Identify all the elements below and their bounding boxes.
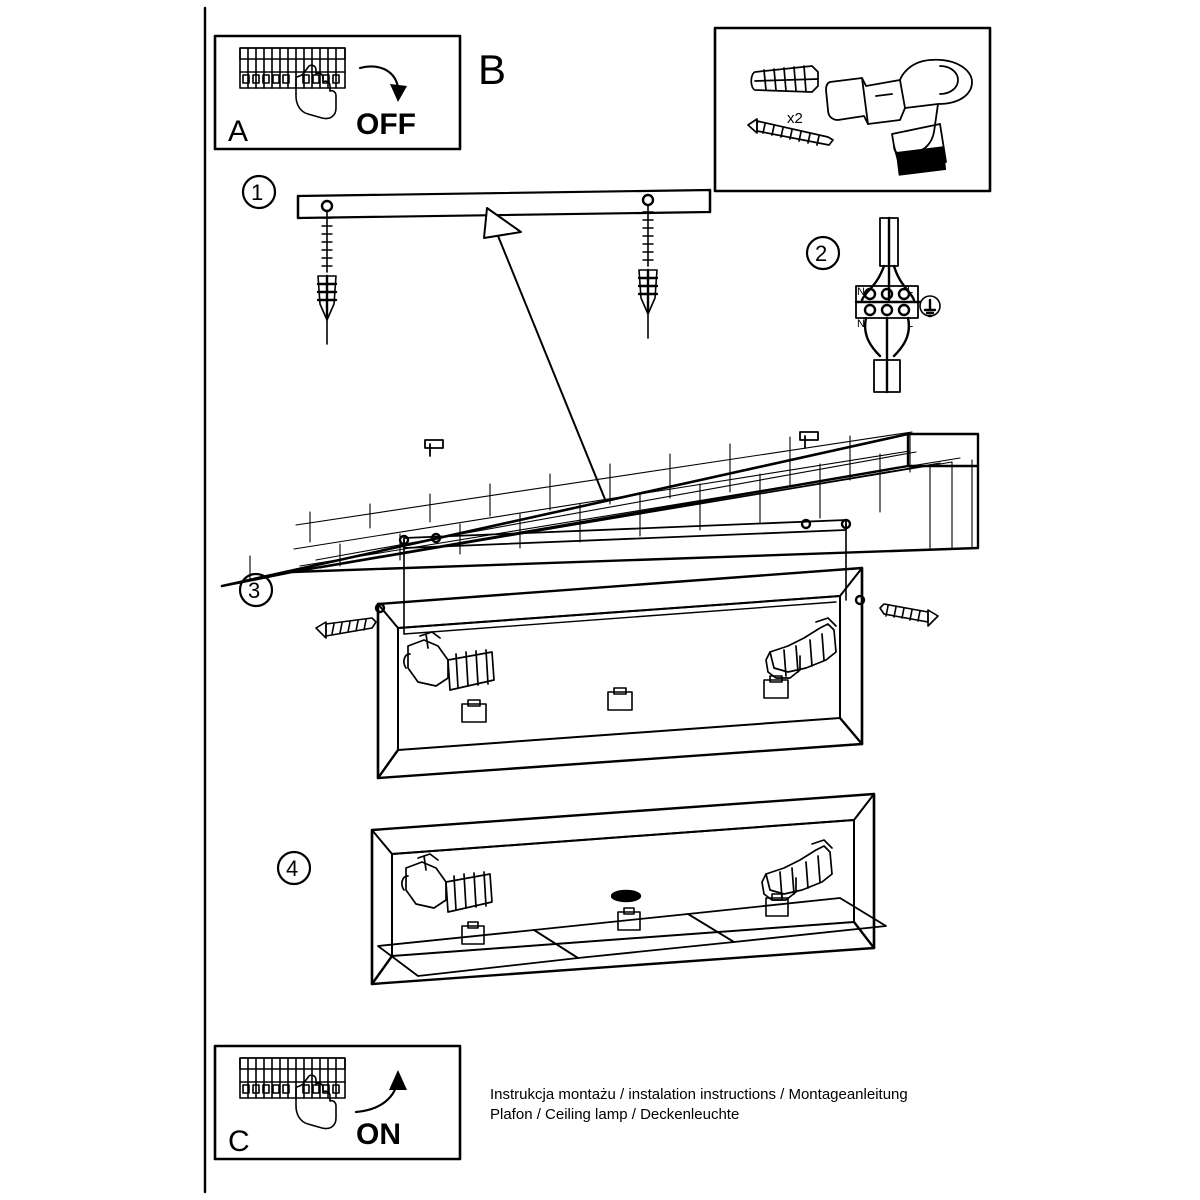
terminal-label-l-bottom: L — [907, 318, 914, 330]
footer-line-2: Plafon / Ceiling lamp / Deckenleuchte — [490, 1106, 740, 1123]
terminal-label-n-bottom: N — [857, 318, 865, 330]
panel-a-arrow — [360, 66, 407, 102]
step-number-1: 1 — [251, 180, 264, 205]
footer-line-1: Instrukcja montażu / instalation instructions / Montageanleitung — [490, 1086, 908, 1103]
panel-a-frame — [215, 36, 460, 149]
tools-panel-frame — [715, 28, 990, 191]
terminal-label-n-top: N — [857, 286, 865, 298]
panel-a-action-label: OFF — [356, 108, 416, 141]
terminal-label-l-top: L — [907, 284, 914, 296]
step-number-4: 4 — [286, 856, 299, 881]
panel-c-frame — [215, 1046, 460, 1159]
panel-b-letter: B — [478, 46, 507, 93]
wall-plug-icon — [751, 66, 818, 92]
panel-c-fusebox — [240, 1058, 345, 1129]
tools-quantity-label: x2 — [787, 110, 803, 127]
power-drill-icon — [826, 60, 972, 175]
ceiling-slab — [222, 432, 978, 586]
step4-artwork — [278, 794, 886, 984]
panel-a-fusebox — [240, 48, 345, 119]
panel-c-arrow — [356, 1070, 407, 1112]
step-number-3: 3 — [248, 578, 261, 603]
panel-c-letter: C — [228, 1125, 250, 1158]
panel-c-action-label: ON — [356, 1118, 401, 1151]
step-number-2: 2 — [815, 241, 828, 266]
panel-a-letter: A — [228, 115, 249, 148]
step1-artwork — [243, 176, 710, 519]
